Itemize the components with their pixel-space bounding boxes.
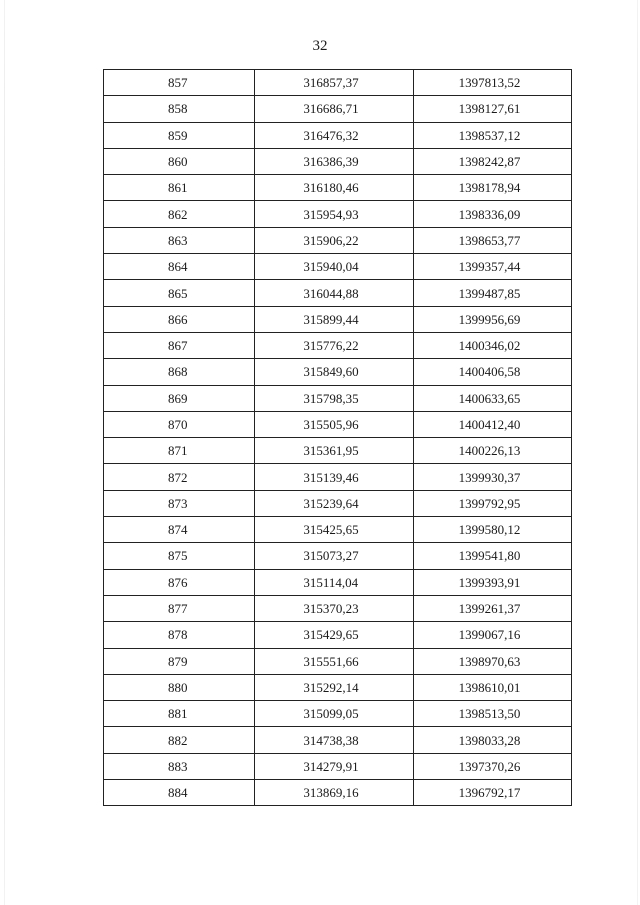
y-coordinate-cell: 1400226,13 [413, 438, 571, 464]
point-number-cell: 871 [104, 438, 255, 464]
y-coordinate-cell: 1399357,44 [413, 254, 571, 280]
table-row [104, 96, 572, 122]
table-row [104, 517, 572, 543]
table-row [104, 122, 572, 148]
y-coordinate-cell: 1398970,63 [413, 648, 571, 674]
x-coordinate-cell: 316180,46 [255, 175, 413, 201]
point-number-cell: 882 [104, 727, 255, 753]
table-row [104, 595, 572, 621]
y-coordinate-cell: 1398537,12 [413, 122, 571, 148]
y-coordinate-cell: 1398336,09 [413, 201, 571, 227]
table-row [104, 385, 572, 411]
point-number-cell: 868 [104, 359, 255, 385]
y-coordinate-cell: 1399393,91 [413, 569, 571, 595]
page-edge-right [637, 0, 638, 905]
point-number-cell: 865 [104, 280, 255, 306]
x-coordinate-cell: 315361,95 [255, 438, 413, 464]
table-row [104, 464, 572, 490]
point-number-cell: 880 [104, 674, 255, 700]
y-coordinate-cell: 1400346,02 [413, 332, 571, 358]
point-number-cell: 860 [104, 148, 255, 174]
x-coordinate-cell: 316686,71 [255, 96, 413, 122]
table-row [104, 753, 572, 779]
point-number-cell: 883 [104, 753, 255, 779]
x-coordinate-cell: 315505,96 [255, 411, 413, 437]
x-coordinate-cell: 315292,14 [255, 674, 413, 700]
table-row [104, 175, 572, 201]
x-coordinate-cell: 315073,27 [255, 543, 413, 569]
x-coordinate-cell: 315954,93 [255, 201, 413, 227]
table-row [104, 622, 572, 648]
x-coordinate-cell: 316386,39 [255, 148, 413, 174]
point-number-cell: 864 [104, 254, 255, 280]
x-coordinate-cell: 315551,66 [255, 648, 413, 674]
table-row [104, 201, 572, 227]
table-row [104, 648, 572, 674]
point-number-cell: 878 [104, 622, 255, 648]
y-coordinate-cell: 1399930,37 [413, 464, 571, 490]
x-coordinate-cell: 316044,88 [255, 280, 413, 306]
point-number-cell: 879 [104, 648, 255, 674]
point-number-cell: 863 [104, 227, 255, 253]
x-coordinate-cell: 315370,23 [255, 595, 413, 621]
table-row [104, 227, 572, 253]
point-number-cell: 869 [104, 385, 255, 411]
point-number-cell: 874 [104, 517, 255, 543]
point-number-cell: 862 [104, 201, 255, 227]
page-number: 32 [312, 38, 328, 54]
point-number-cell: 876 [104, 569, 255, 595]
table-row [104, 411, 572, 437]
table-row [104, 148, 572, 174]
x-coordinate-cell: 315899,44 [255, 306, 413, 332]
x-coordinate-cell: 315940,04 [255, 254, 413, 280]
x-coordinate-cell: 315798,35 [255, 385, 413, 411]
point-number-cell: 866 [104, 306, 255, 332]
point-number-cell: 873 [104, 490, 255, 516]
point-number-cell: 867 [104, 332, 255, 358]
point-number-cell: 859 [104, 122, 255, 148]
x-coordinate-cell: 315849,60 [255, 359, 413, 385]
table-row [104, 780, 572, 806]
table-row [104, 70, 572, 96]
y-coordinate-cell: 1397813,52 [413, 70, 571, 96]
y-coordinate-cell: 1398653,77 [413, 227, 571, 253]
point-number-cell: 875 [104, 543, 255, 569]
coordinates-table [103, 69, 572, 806]
y-coordinate-cell: 1398127,61 [413, 96, 571, 122]
table-row [104, 306, 572, 332]
y-coordinate-cell: 1398513,50 [413, 701, 571, 727]
table-row [104, 727, 572, 753]
x-coordinate-cell: 314279,91 [255, 753, 413, 779]
point-number-cell: 861 [104, 175, 255, 201]
x-coordinate-cell: 314738,38 [255, 727, 413, 753]
coordinates-table-body [104, 70, 572, 806]
y-coordinate-cell: 1399487,85 [413, 280, 571, 306]
table-row [104, 490, 572, 516]
x-coordinate-cell: 315239,64 [255, 490, 413, 516]
x-coordinate-cell: 315776,22 [255, 332, 413, 358]
y-coordinate-cell: 1399541,80 [413, 543, 571, 569]
table-row [104, 543, 572, 569]
x-coordinate-cell: 315906,22 [255, 227, 413, 253]
x-coordinate-cell: 315114,04 [255, 569, 413, 595]
page-edge-left [4, 0, 5, 905]
y-coordinate-cell: 1398242,87 [413, 148, 571, 174]
x-coordinate-cell: 315099,05 [255, 701, 413, 727]
table-row [104, 569, 572, 595]
point-number-cell: 858 [104, 96, 255, 122]
x-coordinate-cell: 315425,65 [255, 517, 413, 543]
y-coordinate-cell: 1396792,17 [413, 780, 571, 806]
x-coordinate-cell: 316476,32 [255, 122, 413, 148]
point-number-cell: 870 [104, 411, 255, 437]
point-number-cell: 872 [104, 464, 255, 490]
x-coordinate-cell: 316857,37 [255, 70, 413, 96]
y-coordinate-cell: 1399261,37 [413, 595, 571, 621]
point-number-cell: 877 [104, 595, 255, 621]
y-coordinate-cell: 1398610,01 [413, 674, 571, 700]
y-coordinate-cell: 1400412,40 [413, 411, 571, 437]
y-coordinate-cell: 1399792,95 [413, 490, 571, 516]
y-coordinate-cell: 1400406,58 [413, 359, 571, 385]
table-row [104, 280, 572, 306]
x-coordinate-cell: 315429,65 [255, 622, 413, 648]
table-row [104, 332, 572, 358]
table-row [104, 438, 572, 464]
point-number-cell: 881 [104, 701, 255, 727]
point-number-cell: 884 [104, 780, 255, 806]
table-row [104, 359, 572, 385]
point-number-cell: 857 [104, 70, 255, 96]
x-coordinate-cell: 313869,16 [255, 780, 413, 806]
y-coordinate-cell: 1400633,65 [413, 385, 571, 411]
y-coordinate-cell: 1399956,69 [413, 306, 571, 332]
table-row [104, 254, 572, 280]
y-coordinate-cell: 1397370,26 [413, 753, 571, 779]
y-coordinate-cell: 1398178,94 [413, 175, 571, 201]
table-row [104, 674, 572, 700]
y-coordinate-cell: 1398033,28 [413, 727, 571, 753]
table-row [104, 701, 572, 727]
x-coordinate-cell: 315139,46 [255, 464, 413, 490]
y-coordinate-cell: 1399067,16 [413, 622, 571, 648]
y-coordinate-cell: 1399580,12 [413, 517, 571, 543]
